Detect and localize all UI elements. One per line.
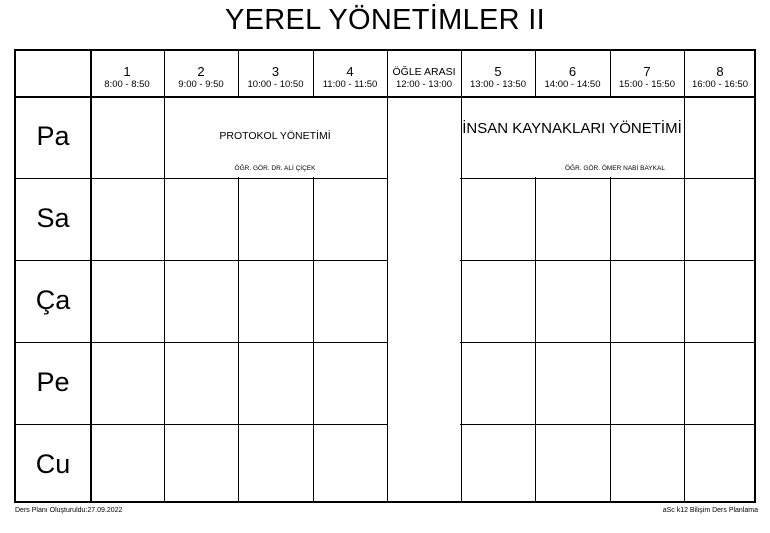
grid-line — [16, 178, 754, 179]
period-header-2 — [164, 65, 238, 90]
period-number: 2 — [197, 64, 205, 79]
period-time: 10:00 - 10:50 — [247, 79, 304, 90]
day-label-cu: Cu — [35, 449, 71, 479]
grid-line — [90, 51, 92, 501]
period-header-4 — [313, 65, 387, 90]
lesson-teacher: ÖĞR. GÖR. ÖMER NABİ BAYKAL — [565, 165, 665, 172]
day-label-pa: Pa — [36, 121, 70, 151]
period-time: 15:00 - 15:50 — [619, 79, 675, 90]
timetable-grid — [14, 49, 756, 503]
period-time: 14:00 - 14:50 — [544, 79, 601, 90]
period-header-1 — [90, 65, 164, 90]
period-number: 7 — [643, 64, 651, 79]
grid-line — [16, 424, 754, 425]
period-time: 8:00 - 8:50 — [104, 79, 150, 90]
period-number: 3 — [271, 64, 280, 79]
day-label-ca: Ça — [35, 285, 71, 315]
period-time: 11:00 - 11:50 — [322, 79, 378, 90]
period-time: 16:00 - 16:50 — [692, 79, 748, 90]
grid-line — [16, 342, 754, 343]
grid-line — [684, 51, 685, 501]
lunch-header — [387, 66, 461, 90]
grid-line — [16, 260, 754, 261]
period-header-3 — [238, 65, 313, 90]
lunch-column — [388, 98, 460, 501]
day-label-pe: Pe — [36, 367, 70, 397]
period-number: 8 — [716, 64, 724, 79]
period-header-7 — [610, 65, 684, 90]
period-header-5 — [461, 65, 535, 90]
period-header-8 — [684, 65, 756, 90]
lunch-label: ÖĞLE ARASI — [392, 66, 456, 78]
day-label-sa: Sa — [36, 203, 70, 233]
page-title: YEREL YÖNETİMLER II — [225, 4, 545, 36]
period-number: 6 — [568, 64, 577, 79]
period-time: 9:00 - 9:50 — [178, 79, 224, 90]
period-number: 5 — [494, 64, 502, 79]
footer-created: Ders Planı Oluşturuldu:27.09.2022 — [15, 507, 123, 514]
lesson-name: PROTOKOL YÖNETİMİ — [219, 130, 331, 142]
period-number: 4 — [346, 64, 354, 79]
period-header-6 — [535, 65, 610, 90]
lesson-teacher: ÖĞR. GÖR. DR. ALİ ÇİÇEK — [234, 165, 316, 172]
period-time: 13:00 - 13:50 — [470, 79, 526, 90]
period-number: 1 — [123, 64, 131, 79]
lesson-name: İNSAN KAYNAKLARI YÖNETİMİ — [462, 120, 682, 137]
footer-software: aSc k12 Bilişim Ders Planlama — [662, 507, 758, 514]
lunch-time: 12:00 - 13:00 — [396, 79, 452, 90]
